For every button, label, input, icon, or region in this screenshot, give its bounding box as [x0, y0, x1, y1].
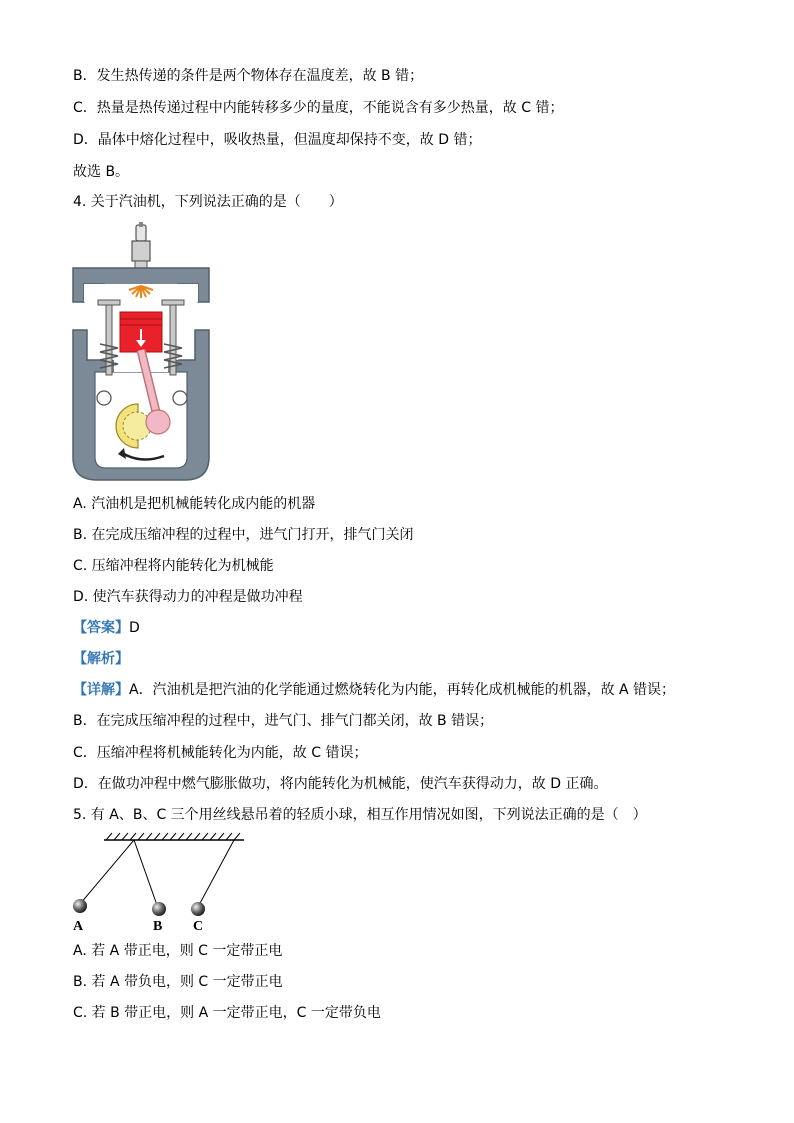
answer-label: 【答案】 [73, 620, 129, 636]
ball-label-b: B [153, 919, 163, 934]
q5-option-b: B. 若 A 带负电，则 C 一定带正电 [73, 974, 283, 990]
q4-detail-b: B．在完成压缩冲程的过程中，进气门、排气门都关闭，故 B 错误； [73, 713, 494, 729]
ball-c [191, 902, 205, 916]
q4-answer [73, 619, 140, 637]
ball-b [152, 902, 166, 916]
ball-a [73, 899, 87, 913]
q4-option-b: B. 在完成压缩冲程的过程中，进气门打开，排气门关闭 [73, 527, 414, 543]
q3-option-c: C．热量是热传递过程中内能转移多少的量度，不能说含有多少热量，故 C 错； [73, 100, 564, 116]
q4-detail-d: D．在做功冲程中燃气膨胀做功，将内能转化为机械能，使汽车获得动力，故 D 正确。 [73, 776, 608, 792]
q5-stem: 5. 有 A、B、C 三个用丝线悬吊着的轻质小球，相互作用情况如图，下列说法正确的是（ ） [73, 807, 647, 823]
detail-label: 【详解】 [73, 682, 129, 698]
q4-stem: 4. 关于汽油机，下列说法正确的是（ ） [73, 194, 343, 210]
engine-diagram [70, 222, 215, 484]
q4-detail-c: C．压缩冲程将机械能转化为内能，故 C 错误； [73, 745, 368, 761]
q4-option-c: C. 压缩冲程将内能转化为机械能 [73, 558, 274, 574]
pendulum-balls-diagram [72, 830, 247, 938]
q4-option-d: D. 使汽车获得动力的冲程是做功冲程 [73, 589, 303, 605]
detail-a-text: A．汽油机是把汽油的化学能通过燃烧转化为内能，再转化成机械能的机器，故 A 错误； [129, 682, 676, 698]
q5-option-a: A. 若 A 带正电，则 C 一定带正电 [73, 943, 283, 959]
analysis-label: 【解析】 [73, 651, 129, 667]
q5-option-c: C. 若 B 带正电，则 A 一定带正电，C 一定带负电 [73, 1005, 381, 1021]
q4-analysis-heading [73, 650, 129, 668]
q4-detail-a [73, 681, 675, 699]
q4-option-a: A. 汽油机是把机械能转化成内能的机器 [73, 496, 316, 512]
q3-option-d: D．晶体中熔化过程中，吸收热量，但温度却保持不变，故 D 错； [73, 132, 482, 148]
ball-label-a: A [73, 919, 84, 934]
q3-conclusion: 故选 B。 [73, 164, 130, 180]
ball-label-c: C [193, 919, 204, 934]
answer-value: D [129, 620, 140, 636]
q3-option-b: B．发生热传递的条件是两个物体存在温度差，故 B 错； [73, 68, 424, 84]
